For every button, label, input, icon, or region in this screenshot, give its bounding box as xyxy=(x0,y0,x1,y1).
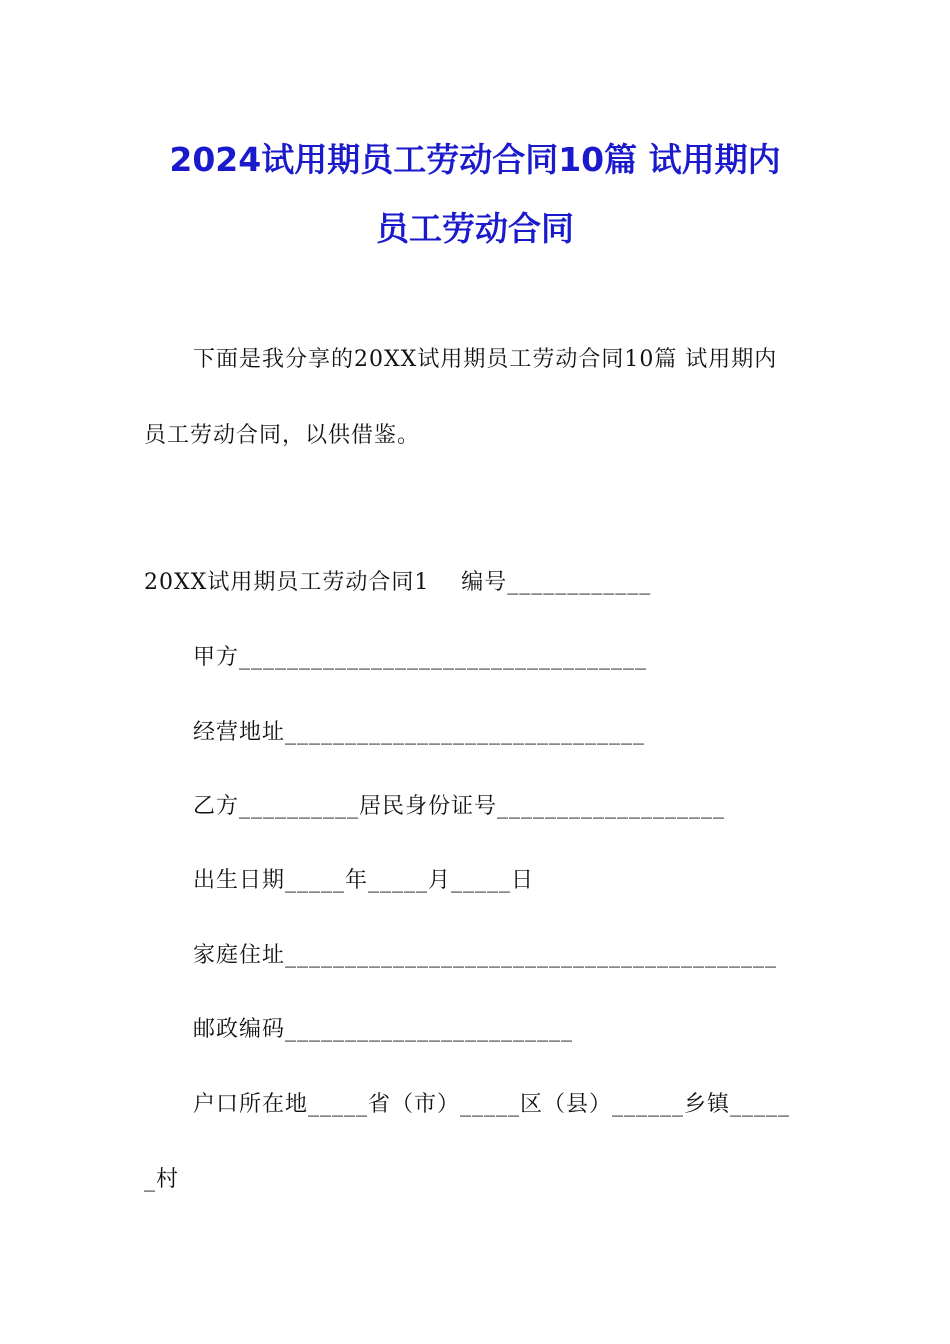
field-birth-date: 出生日期_____年_____月_____日 xyxy=(193,868,535,893)
field-household-registration-cont: _村 xyxy=(144,1167,180,1192)
field-party-a: 甲方__________________________________ xyxy=(193,645,648,670)
field-household-registration: 户口所在地_____省（市）_____区（县）______乡镇_____ xyxy=(193,1092,791,1117)
contract-heading: 20XX试用期员工劳动合同1 编号____________ xyxy=(144,570,652,595)
field-home-address: 家庭住址_________________________________________ xyxy=(193,943,778,968)
field-party-b-id: 乙方__________居民身份证号___________________ xyxy=(193,794,726,819)
field-postal-code: 邮政编码________________________ xyxy=(193,1017,574,1042)
intro-paragraph-line-1: 下面是我分享的20XX试用期员工劳动合同10篇 试用期内 xyxy=(193,347,778,372)
document-title-line-1: 2024试用期员工劳动合同10篇 试用期内 xyxy=(169,140,781,179)
document-title-line-2: 员工劳动合同 xyxy=(376,209,574,248)
intro-paragraph-line-2: 员工劳动合同，以供借鉴。 xyxy=(144,423,421,448)
field-business-address: 经营地址______________________________ xyxy=(193,720,646,745)
